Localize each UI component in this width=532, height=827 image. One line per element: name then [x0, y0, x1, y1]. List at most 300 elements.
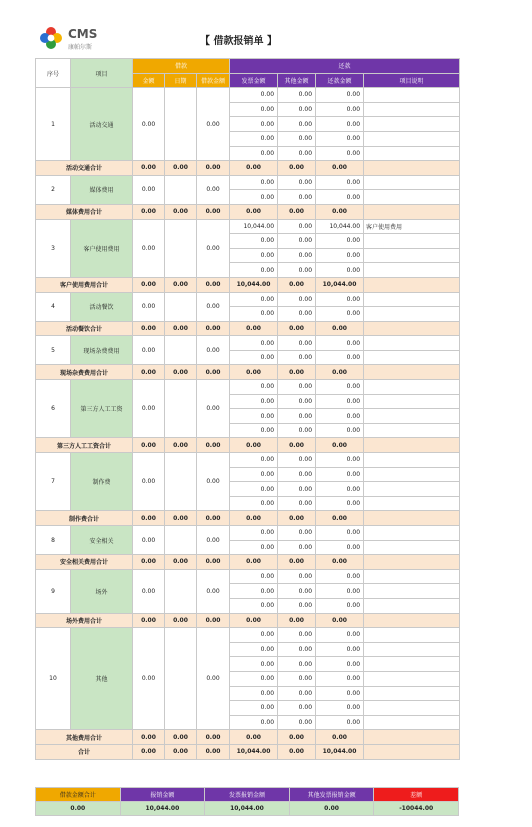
section-loan-amount: 0.00: [133, 526, 165, 555]
subtotal-value: 0.00: [230, 204, 278, 219]
item-note: [364, 423, 460, 438]
header-repay-group: 还款: [230, 59, 460, 74]
item-note: [364, 496, 460, 511]
header-invoice: 发票金额: [230, 73, 278, 88]
section-seq: 1: [36, 88, 71, 161]
item-note: 客户使用费用: [364, 219, 460, 234]
total-value: 0.00: [278, 744, 316, 759]
subtotal-value: 0.00: [133, 204, 165, 219]
repay-amount: 0.00: [316, 482, 364, 497]
subtotal-label: 客户使用费用合计: [36, 277, 133, 292]
subtotal-value: 0.00: [230, 613, 278, 628]
invoice-amount: 0.00: [230, 380, 278, 395]
other-amount: 0.00: [278, 584, 316, 599]
section-loan-total: 0.00: [197, 292, 230, 321]
subtotal-value: 0.00: [230, 555, 278, 570]
invoice-amount: 0.00: [230, 453, 278, 468]
company-logo: [38, 24, 148, 54]
subtotal-row: [36, 511, 460, 526]
repay-amount: 0.00: [316, 642, 364, 657]
repay-amount: 0.00: [316, 701, 364, 716]
invoice-amount: 0.00: [230, 628, 278, 643]
other-amount: 0.00: [278, 598, 316, 613]
invoice-amount: 0.00: [230, 467, 278, 482]
other-amount: 0.00: [278, 336, 316, 351]
item-note: [364, 409, 460, 424]
total-value: 0.00: [133, 744, 165, 759]
item-note: [364, 701, 460, 716]
other-amount: 0.00: [278, 628, 316, 643]
section-name: 其他: [71, 628, 133, 730]
subtotal-value: 0.00: [133, 613, 165, 628]
invoice-amount: 0.00: [230, 117, 278, 132]
subtotal-label: 现场杂费费用合计: [36, 365, 133, 380]
repay-amount: 0.00: [316, 453, 364, 468]
subtotal-value: 0.00: [165, 438, 197, 453]
other-amount: 0.00: [278, 496, 316, 511]
table-row: [36, 569, 460, 584]
section-loan-amount: 0.00: [133, 569, 165, 613]
total-value: 10,044.00: [230, 744, 278, 759]
repay-amount: 0.00: [316, 409, 364, 424]
total-value: 0.00: [165, 744, 197, 759]
subtotal-value: 0.00: [316, 204, 364, 219]
total-note: [364, 744, 460, 759]
section-loan-total: 0.00: [197, 336, 230, 365]
subtotal-value: 0.00: [197, 511, 230, 526]
item-note: [364, 540, 460, 555]
other-amount: 0.00: [278, 234, 316, 249]
repay-amount: 10,044.00: [316, 219, 364, 234]
invoice-amount: 0.00: [230, 526, 278, 541]
section-loan-amount: 0.00: [133, 88, 165, 161]
invoice-amount: 0.00: [230, 292, 278, 307]
other-amount: 0.00: [278, 190, 316, 205]
repay-amount: 0.00: [316, 263, 364, 278]
subtotal-value: 0.00: [316, 613, 364, 628]
subtotal-row: [36, 613, 460, 628]
subtotal-value: 0.00: [133, 730, 165, 745]
repay-amount: 0.00: [316, 423, 364, 438]
table-row: [36, 453, 460, 468]
section-loan-date: [165, 88, 197, 161]
item-note: [364, 350, 460, 365]
invoice-amount: 0.00: [230, 686, 278, 701]
section-loan-amount: 0.00: [133, 292, 165, 321]
other-amount: 0.00: [278, 453, 316, 468]
invoice-amount: 0.00: [230, 482, 278, 497]
item-note: [364, 175, 460, 190]
repay-amount: 0.00: [316, 715, 364, 730]
subtotal-value: 0.00: [197, 613, 230, 628]
item-note: [364, 102, 460, 117]
item-note: [364, 234, 460, 249]
item-note: [364, 88, 460, 103]
subtotal-note: [364, 204, 460, 219]
section-loan-total: 0.00: [197, 628, 230, 730]
invoice-amount: 0.00: [230, 715, 278, 730]
item-note: [364, 336, 460, 351]
expense-table: [35, 58, 460, 760]
item-note: [364, 598, 460, 613]
subtotal-value: 0.00: [278, 161, 316, 176]
repay-amount: 0.00: [316, 526, 364, 541]
subtotal-value: 0.00: [316, 161, 364, 176]
item-note: [364, 380, 460, 395]
invoice-amount: 0.00: [230, 701, 278, 716]
subtotal-value: 0.00: [316, 438, 364, 453]
other-amount: 0.00: [278, 131, 316, 146]
other-amount: 0.00: [278, 219, 316, 234]
subtotal-note: [364, 277, 460, 292]
section-loan-date: [165, 380, 197, 438]
table-row: [36, 628, 460, 643]
other-amount: 0.00: [278, 175, 316, 190]
repay-amount: 0.00: [316, 307, 364, 322]
invoice-amount: 0.00: [230, 584, 278, 599]
repay-amount: 0.00: [316, 671, 364, 686]
item-note: [364, 686, 460, 701]
repay-amount: 0.00: [316, 190, 364, 205]
item-note: [364, 671, 460, 686]
subtotal-row: [36, 321, 460, 336]
subtotal-row: [36, 204, 460, 219]
subtotal-value: 0.00: [133, 161, 165, 176]
subtotal-value: 0.00: [278, 277, 316, 292]
subtotal-row: [36, 277, 460, 292]
section-loan-date: [165, 526, 197, 555]
header-loan-total: 借款金额: [197, 73, 230, 88]
invoice-amount: 0.00: [230, 350, 278, 365]
subtotal-note: [364, 438, 460, 453]
section-loan-total: 0.00: [197, 175, 230, 204]
other-amount: 0.00: [278, 409, 316, 424]
repay-amount: 0.00: [316, 248, 364, 263]
repay-amount: 0.00: [316, 292, 364, 307]
other-amount: 0.00: [278, 263, 316, 278]
summary-value-reimburse: 10,044.00: [120, 802, 205, 816]
section-loan-date: [165, 219, 197, 277]
section-loan-total: 0.00: [197, 219, 230, 277]
item-note: [364, 584, 460, 599]
other-amount: 0.00: [278, 467, 316, 482]
subtotal-value: 0.00: [133, 438, 165, 453]
section-loan-total: 0.00: [197, 88, 230, 161]
invoice-amount: 0.00: [230, 569, 278, 584]
repay-amount: 0.00: [316, 117, 364, 132]
section-loan-date: [165, 336, 197, 365]
subtotal-value: 0.00: [230, 730, 278, 745]
invoice-amount: 0.00: [230, 190, 278, 205]
invoice-amount: 0.00: [230, 175, 278, 190]
total-value: 10,044.00: [316, 744, 364, 759]
repay-amount: 0.00: [316, 350, 364, 365]
invoice-amount: 0.00: [230, 248, 278, 263]
subtotal-value: 0.00: [316, 511, 364, 526]
item-note: [364, 117, 460, 132]
subtotal-note: [364, 511, 460, 526]
item-note: [364, 628, 460, 643]
summary-header-reimburse: 报销金额: [120, 788, 205, 802]
invoice-amount: 0.00: [230, 496, 278, 511]
item-note: [364, 190, 460, 205]
repay-amount: 0.00: [316, 584, 364, 599]
invoice-amount: 0.00: [230, 540, 278, 555]
repay-amount: 0.00: [316, 88, 364, 103]
summary-header-invoice: 发票报销金额: [205, 788, 290, 802]
subtotal-value: 0.00: [133, 277, 165, 292]
repay-amount: 0.00: [316, 467, 364, 482]
subtotal-value: 0.00: [197, 161, 230, 176]
table-row: [36, 526, 460, 541]
invoice-amount: 0.00: [230, 102, 278, 117]
repay-amount: 0.00: [316, 336, 364, 351]
invoice-amount: 0.00: [230, 657, 278, 672]
subtotal-value: 0.00: [165, 161, 197, 176]
subtotal-value: 0.00: [197, 555, 230, 570]
subtotal-value: 0.00: [230, 511, 278, 526]
table-row: [36, 336, 460, 351]
header-loan-date: 日期: [165, 73, 197, 88]
subtotal-value: 0.00: [165, 204, 197, 219]
invoice-amount: 0.00: [230, 394, 278, 409]
subtotal-label: 其他费用合计: [36, 730, 133, 745]
section-loan-total: 0.00: [197, 526, 230, 555]
subtotal-label: 制作费合计: [36, 511, 133, 526]
invoice-amount: 0.00: [230, 146, 278, 161]
table-row: [36, 175, 460, 190]
repay-amount: 0.00: [316, 540, 364, 555]
total-value: 0.00: [197, 744, 230, 759]
subtotal-note: [364, 161, 460, 176]
header-note: 项目说明: [364, 73, 460, 88]
logo-text: CMS: [68, 27, 98, 41]
subtotal-value: 0.00: [278, 321, 316, 336]
section-loan-total: 0.00: [197, 380, 230, 438]
repay-amount: 0.00: [316, 628, 364, 643]
logo-subtext: 康帕尔斯: [68, 44, 93, 51]
subtotal-value: 0.00: [165, 321, 197, 336]
section-name: 安全相关: [71, 526, 133, 555]
section-seq: 4: [36, 292, 71, 321]
section-seq: 8: [36, 526, 71, 555]
subtotal-value: 0.00: [197, 204, 230, 219]
invoice-amount: 0.00: [230, 307, 278, 322]
header-repay: 还款金额: [316, 73, 364, 88]
other-amount: 0.00: [278, 350, 316, 365]
subtotal-note: [364, 555, 460, 570]
subtotal-label: 活动交通合计: [36, 161, 133, 176]
section-loan-amount: 0.00: [133, 219, 165, 277]
subtotal-row: [36, 555, 460, 570]
section-loan-amount: 0.00: [133, 628, 165, 730]
subtotal-value: 0.00: [316, 365, 364, 380]
summary-header-diff: 差额: [374, 788, 459, 802]
subtotal-value: 0.00: [165, 511, 197, 526]
item-note: [364, 482, 460, 497]
other-amount: 0.00: [278, 248, 316, 263]
section-loan-date: [165, 175, 197, 204]
summary-value-invoice: 10,044.00: [205, 802, 290, 816]
item-note: [364, 307, 460, 322]
section-seq: 3: [36, 219, 71, 277]
repay-amount: 0.00: [316, 234, 364, 249]
subtotal-value: 0.00: [165, 613, 197, 628]
subtotal-row: [36, 730, 460, 745]
subtotal-value: 0.00: [278, 365, 316, 380]
subtotal-label: 活动餐饮合计: [36, 321, 133, 336]
invoice-amount: 0.00: [230, 88, 278, 103]
other-amount: 0.00: [278, 482, 316, 497]
subtotal-value: 10,044.00: [230, 277, 278, 292]
subtotal-value: 0.00: [230, 365, 278, 380]
subtotal-value: 0.00: [133, 365, 165, 380]
table-row: [36, 380, 460, 395]
other-amount: 0.00: [278, 380, 316, 395]
repay-amount: 0.00: [316, 380, 364, 395]
item-note: [364, 715, 460, 730]
section-loan-amount: 0.00: [133, 380, 165, 438]
subtotal-value: 0.00: [316, 321, 364, 336]
invoice-amount: 0.00: [230, 671, 278, 686]
header-loan-amount: 金额: [133, 73, 165, 88]
section-name: 制作费: [71, 453, 133, 511]
total-row: [36, 744, 460, 759]
other-amount: 0.00: [278, 423, 316, 438]
summary-value-loan: 0.00: [36, 802, 121, 816]
item-note: [364, 292, 460, 307]
item-note: [364, 263, 460, 278]
header-seq: 序号: [36, 59, 71, 88]
item-note: [364, 146, 460, 161]
section-seq: 9: [36, 569, 71, 613]
section-name: 媒体费用: [71, 175, 133, 204]
other-amount: 0.00: [278, 657, 316, 672]
subtotal-value: 0.00: [230, 438, 278, 453]
repay-amount: 0.00: [316, 496, 364, 511]
section-name: 场外: [71, 569, 133, 613]
section-name: 客户使用费用: [71, 219, 133, 277]
other-amount: 0.00: [278, 526, 316, 541]
subtotal-value: 10,044.00: [316, 277, 364, 292]
subtotal-value: 0.00: [165, 277, 197, 292]
item-note: [364, 569, 460, 584]
subtotal-value: 0.00: [197, 365, 230, 380]
repay-amount: 0.00: [316, 146, 364, 161]
other-amount: 0.00: [278, 540, 316, 555]
other-amount: 0.00: [278, 292, 316, 307]
table-row: [36, 292, 460, 307]
section-name: 活动餐饮: [71, 292, 133, 321]
subtotal-value: 0.00: [197, 321, 230, 336]
item-note: [364, 248, 460, 263]
subtotal-row: [36, 438, 460, 453]
section-seq: 2: [36, 175, 71, 204]
subtotal-value: 0.00: [278, 438, 316, 453]
repay-amount: 0.00: [316, 394, 364, 409]
item-note: [364, 526, 460, 541]
subtotal-label: 安全相关费用合计: [36, 555, 133, 570]
repay-amount: 0.00: [316, 102, 364, 117]
invoice-amount: 0.00: [230, 642, 278, 657]
summary-header-loan: 借款金额合计: [36, 788, 121, 802]
repay-amount: 0.00: [316, 657, 364, 672]
item-note: [364, 131, 460, 146]
invoice-amount: 0.00: [230, 131, 278, 146]
subtotal-value: 0.00: [165, 730, 197, 745]
section-name: 第三方人工工资: [71, 380, 133, 438]
section-seq: 10: [36, 628, 71, 730]
other-amount: 0.00: [278, 715, 316, 730]
subtotal-label: 场外费用合计: [36, 613, 133, 628]
repay-amount: 0.00: [316, 686, 364, 701]
other-amount: 0.00: [278, 146, 316, 161]
subtotal-value: 0.00: [197, 438, 230, 453]
other-amount: 0.00: [278, 394, 316, 409]
repay-amount: 0.00: [316, 598, 364, 613]
section-loan-total: 0.00: [197, 453, 230, 511]
invoice-amount: 0.00: [230, 263, 278, 278]
other-amount: 0.00: [278, 701, 316, 716]
subtotal-row: [36, 365, 460, 380]
section-loan-amount: 0.00: [133, 453, 165, 511]
section-seq: 7: [36, 453, 71, 511]
item-note: [364, 642, 460, 657]
section-loan-date: [165, 292, 197, 321]
subtotal-value: 0.00: [278, 204, 316, 219]
table-row: [36, 88, 460, 103]
repay-amount: 0.00: [316, 131, 364, 146]
subtotal-value: 0.00: [133, 555, 165, 570]
subtotal-note: [364, 613, 460, 628]
summary-value-diff: -10044.00: [374, 802, 459, 816]
page-title: 【 借款报销单 】: [200, 36, 277, 47]
other-amount: 0.00: [278, 686, 316, 701]
section-name: 现场杂费费用: [71, 336, 133, 365]
invoice-amount: 0.00: [230, 409, 278, 424]
repay-amount: 0.00: [316, 569, 364, 584]
item-note: [364, 453, 460, 468]
subtotal-label: 第三方人工工资合计: [36, 438, 133, 453]
section-name: 活动交通: [71, 88, 133, 161]
subtotal-row: [36, 161, 460, 176]
subtotal-value: 0.00: [197, 277, 230, 292]
header-item: 项目: [71, 59, 133, 88]
repay-amount: 0.00: [316, 175, 364, 190]
other-amount: 0.00: [278, 307, 316, 322]
header-loan-group: 借款: [133, 59, 230, 74]
table-row: [36, 219, 460, 234]
subtotal-value: 0.00: [133, 511, 165, 526]
header-other: 其他金额: [278, 73, 316, 88]
section-seq: 5: [36, 336, 71, 365]
invoice-amount: 0.00: [230, 336, 278, 351]
invoice-amount: 10,044.00: [230, 219, 278, 234]
subtotal-value: 0.00: [278, 511, 316, 526]
subtotal-value: 0.00: [278, 613, 316, 628]
section-loan-date: [165, 628, 197, 730]
subtotal-value: 0.00: [278, 555, 316, 570]
section-loan-total: 0.00: [197, 569, 230, 613]
other-amount: 0.00: [278, 102, 316, 117]
subtotal-note: [364, 321, 460, 336]
other-amount: 0.00: [278, 642, 316, 657]
invoice-amount: 0.00: [230, 598, 278, 613]
invoice-amount: 0.00: [230, 423, 278, 438]
section-loan-date: [165, 569, 197, 613]
subtotal-value: 0.00: [316, 730, 364, 745]
section-loan-amount: 0.00: [133, 336, 165, 365]
